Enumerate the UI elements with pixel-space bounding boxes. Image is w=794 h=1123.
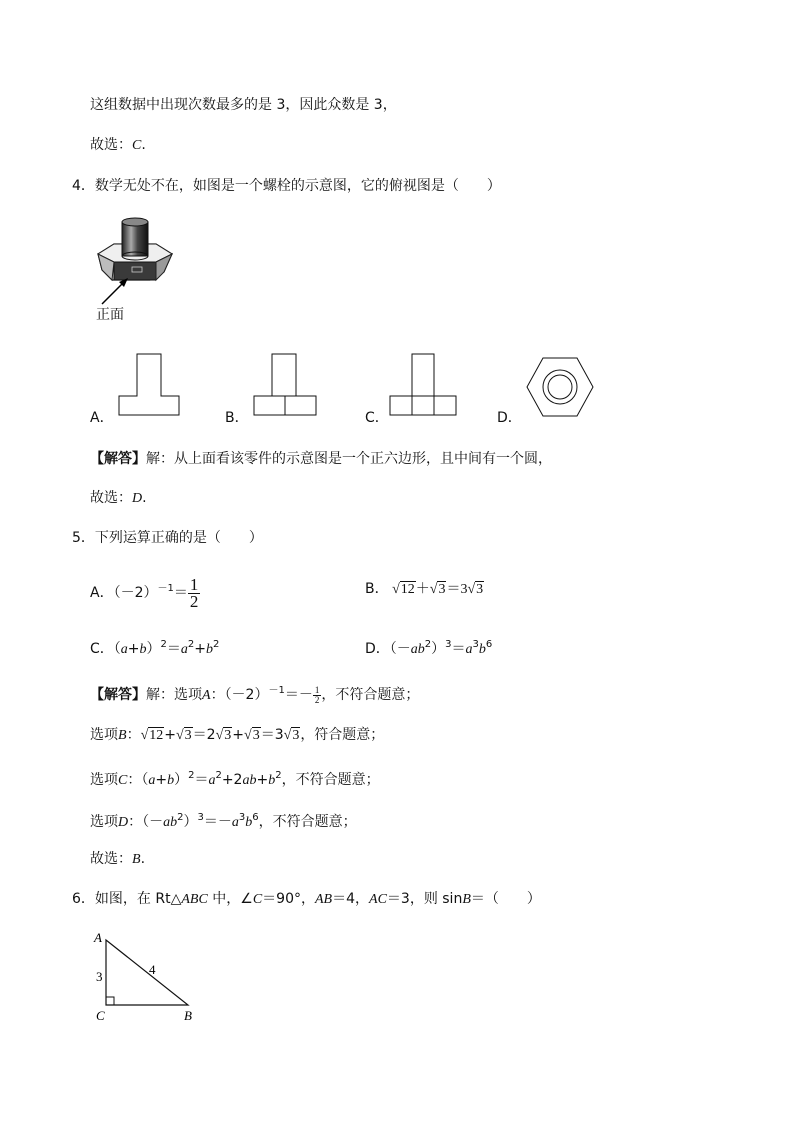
- q6-end: ＝（ ）: [470, 891, 541, 907]
- vertex-b: B: [184, 1008, 192, 1023]
- radicand: 3: [292, 728, 300, 743]
- q6-deg: ＝90°，: [262, 891, 315, 907]
- triangle-figure: [88, 926, 208, 1026]
- var-ab: ab: [242, 773, 257, 788]
- paren: ）: [146, 641, 161, 657]
- numerator: 1: [189, 574, 199, 594]
- radicand: 3: [438, 582, 446, 597]
- answer-jie: 解：: [146, 687, 174, 703]
- colon: ：: [126, 727, 141, 743]
- exponent: 2: [213, 639, 220, 650]
- verdict: ，不符合题意；: [258, 814, 357, 830]
- label: B．: [365, 581, 389, 597]
- option-c-figure: [388, 353, 460, 417]
- verdict: ，符合题意；: [300, 727, 385, 743]
- exponent: 3: [238, 812, 246, 823]
- var-b: b: [478, 642, 486, 657]
- right-angle-mark: [106, 997, 114, 1005]
- equals: ＝－: [203, 814, 232, 830]
- answer-jie: 解：: [146, 451, 174, 467]
- option-word: 选项: [90, 727, 118, 743]
- paren: （－: [142, 814, 164, 830]
- equals: ＝: [173, 585, 188, 601]
- answer-4: [90, 450, 552, 468]
- middle-term: +2: [221, 772, 243, 788]
- sqrt-3b: √3: [467, 582, 484, 597]
- answer-tag: 【解答】: [90, 687, 146, 703]
- period: .: [141, 137, 146, 153]
- exponent: －1: [157, 583, 174, 594]
- triangle-name: ABC: [181, 892, 208, 907]
- q5-option-b: [365, 580, 484, 599]
- option-word: 选项: [174, 687, 202, 703]
- denominator: 2: [189, 591, 199, 611]
- colon: ：: [127, 772, 142, 788]
- front-label: 正面: [96, 307, 124, 323]
- sqrt-3: √3: [175, 728, 192, 743]
- exponent: 6: [252, 812, 259, 823]
- answer-4-text: 从上面看该零件的示意图是一个正六边形，且中间有一个圆，: [174, 451, 552, 467]
- sqrt-3b: √3: [215, 728, 232, 743]
- question-4: 4．数学无处不在，如图是一个螺栓的示意图，它的俯视图是（ ）: [72, 178, 501, 194]
- choice-letter: C: [132, 138, 142, 153]
- option-a-label: A．: [90, 410, 114, 426]
- exponent: 2: [177, 812, 184, 823]
- option-letter: B: [118, 728, 127, 743]
- choice-line-d: [90, 489, 147, 508]
- sqrt-3: √3: [429, 582, 446, 597]
- choice-line-c: [90, 136, 146, 155]
- var-a: a: [120, 642, 128, 657]
- exponent: 2: [187, 639, 195, 650]
- option-d-label: D．: [497, 410, 522, 426]
- var-b: b: [167, 773, 175, 788]
- option-letter: C: [118, 773, 128, 788]
- exponent: 2: [160, 639, 167, 650]
- colon: ：: [210, 687, 225, 703]
- option-c-label: C．: [365, 410, 389, 426]
- q5-option-c: [90, 636, 219, 659]
- radicand: 3: [252, 728, 260, 743]
- angle-c: C: [252, 892, 263, 907]
- radicand: 12: [149, 728, 164, 743]
- var-b: b: [268, 773, 276, 788]
- var-a: a: [180, 642, 188, 657]
- expr: （－2）: [113, 585, 158, 601]
- paren: （: [113, 641, 121, 657]
- exponent: 2: [188, 770, 195, 781]
- equals: ＝3: [446, 582, 468, 597]
- option-word: 选项: [90, 772, 118, 788]
- equals: ＝: [194, 772, 209, 788]
- side-label-3: 3: [96, 969, 103, 984]
- paren: （: [141, 772, 149, 788]
- period: .: [142, 490, 147, 506]
- option-word: 选项: [90, 814, 118, 830]
- period: .: [140, 851, 146, 867]
- var-ab: ab: [163, 815, 178, 830]
- sqrt-3d: √3: [283, 728, 300, 743]
- option-letter: A: [202, 688, 211, 703]
- var-b: b: [245, 815, 253, 830]
- choice-letter: B: [132, 852, 141, 867]
- bolt-figure: [92, 212, 182, 312]
- plus: +: [164, 727, 176, 743]
- solution-a: [90, 679, 419, 708]
- sqrt-12: √12: [392, 582, 415, 597]
- exponent: 3: [445, 639, 452, 650]
- label: A．: [90, 585, 114, 601]
- exponent: 2: [424, 639, 432, 650]
- var-a: a: [465, 642, 473, 657]
- var-b: b: [139, 642, 147, 657]
- q5-option-a: [90, 572, 200, 610]
- option-letter: D: [118, 815, 129, 830]
- equals: ＝2: [192, 727, 216, 743]
- angle-b: B: [462, 892, 471, 907]
- q6-prefix: 6．如图，在 Rt△: [72, 891, 182, 907]
- q5-option-d: [365, 636, 492, 659]
- fraction: [188, 574, 201, 611]
- q6-mid: 中，∠: [207, 891, 253, 907]
- side-ac: AC: [369, 892, 387, 907]
- colon: ：: [128, 814, 143, 830]
- var-ab: ab: [410, 642, 425, 657]
- plus: ＋: [415, 582, 430, 597]
- plus: +: [127, 641, 140, 657]
- paren: ）: [174, 772, 189, 788]
- equals: ＝3: [260, 727, 284, 743]
- solution-d: [90, 809, 357, 832]
- var-a: a: [148, 773, 156, 788]
- plus: +: [256, 772, 269, 788]
- plus: +: [155, 772, 168, 788]
- var-b: b: [206, 642, 213, 657]
- question-6: [72, 890, 541, 909]
- plus: +: [194, 641, 206, 657]
- exponent: 2: [215, 770, 222, 781]
- exponent: 3: [472, 639, 479, 650]
- q6-v4: ＝4，: [332, 891, 370, 907]
- sqrt-12: √12: [140, 728, 164, 743]
- equals: ＝－: [284, 687, 313, 703]
- exponent: 2: [275, 770, 282, 781]
- choice-line-b: [90, 850, 145, 869]
- paren: ）: [183, 814, 198, 830]
- numerator: 1: [314, 684, 320, 695]
- arrow-line: [102, 282, 124, 304]
- equals: ＝: [166, 641, 181, 657]
- equals: ＝: [451, 641, 466, 657]
- option-b-label: B．: [225, 410, 249, 426]
- exponent: 3: [197, 812, 204, 823]
- solution-b: [90, 726, 384, 745]
- choice-prefix: 故选：: [90, 851, 132, 867]
- verdict: ，不符合题意；: [321, 687, 420, 703]
- option-b-figure: [252, 353, 318, 417]
- radicand: 3: [476, 582, 484, 597]
- side-ab: AB: [314, 892, 333, 907]
- radicand: 3: [184, 728, 192, 743]
- option-d-figure: [526, 356, 594, 418]
- answer-tag: 【解答】: [90, 451, 146, 467]
- expr: （－2）: [224, 687, 269, 703]
- question-5: 5．下列运算正确的是（ ）: [72, 530, 263, 546]
- var-a: a: [208, 773, 216, 788]
- paren: （－: [389, 641, 411, 657]
- vertex-a: A: [94, 930, 102, 945]
- choice-letter: D: [132, 491, 143, 506]
- option-a-figure: [117, 353, 181, 417]
- choice-prefix: 故选：: [90, 490, 132, 506]
- sqrt-3c: √3: [244, 728, 260, 743]
- choice-prefix: 故选：: [90, 137, 132, 153]
- denominator: 2: [314, 694, 320, 705]
- label: C．: [90, 641, 114, 657]
- paren: ）: [431, 641, 446, 657]
- q6-v3: ＝3，则 sin: [386, 891, 463, 907]
- vertex-c: C: [96, 1008, 105, 1023]
- side-label-4: 4: [149, 962, 156, 977]
- triangle-abc: [106, 940, 188, 1005]
- radicand: 12: [400, 582, 415, 597]
- verdict: ，不符合题意；: [281, 772, 380, 788]
- var-a: a: [231, 815, 239, 830]
- answer-text-mode: 这组数据中出现次数最多的是 3，因此众数是 3，: [90, 97, 397, 113]
- solution-c: [90, 767, 380, 790]
- exponent: 6: [485, 639, 493, 650]
- radicand: 3: [224, 728, 232, 743]
- plus: +: [232, 727, 245, 743]
- label: D．: [365, 641, 390, 657]
- exponent: －1: [268, 685, 285, 696]
